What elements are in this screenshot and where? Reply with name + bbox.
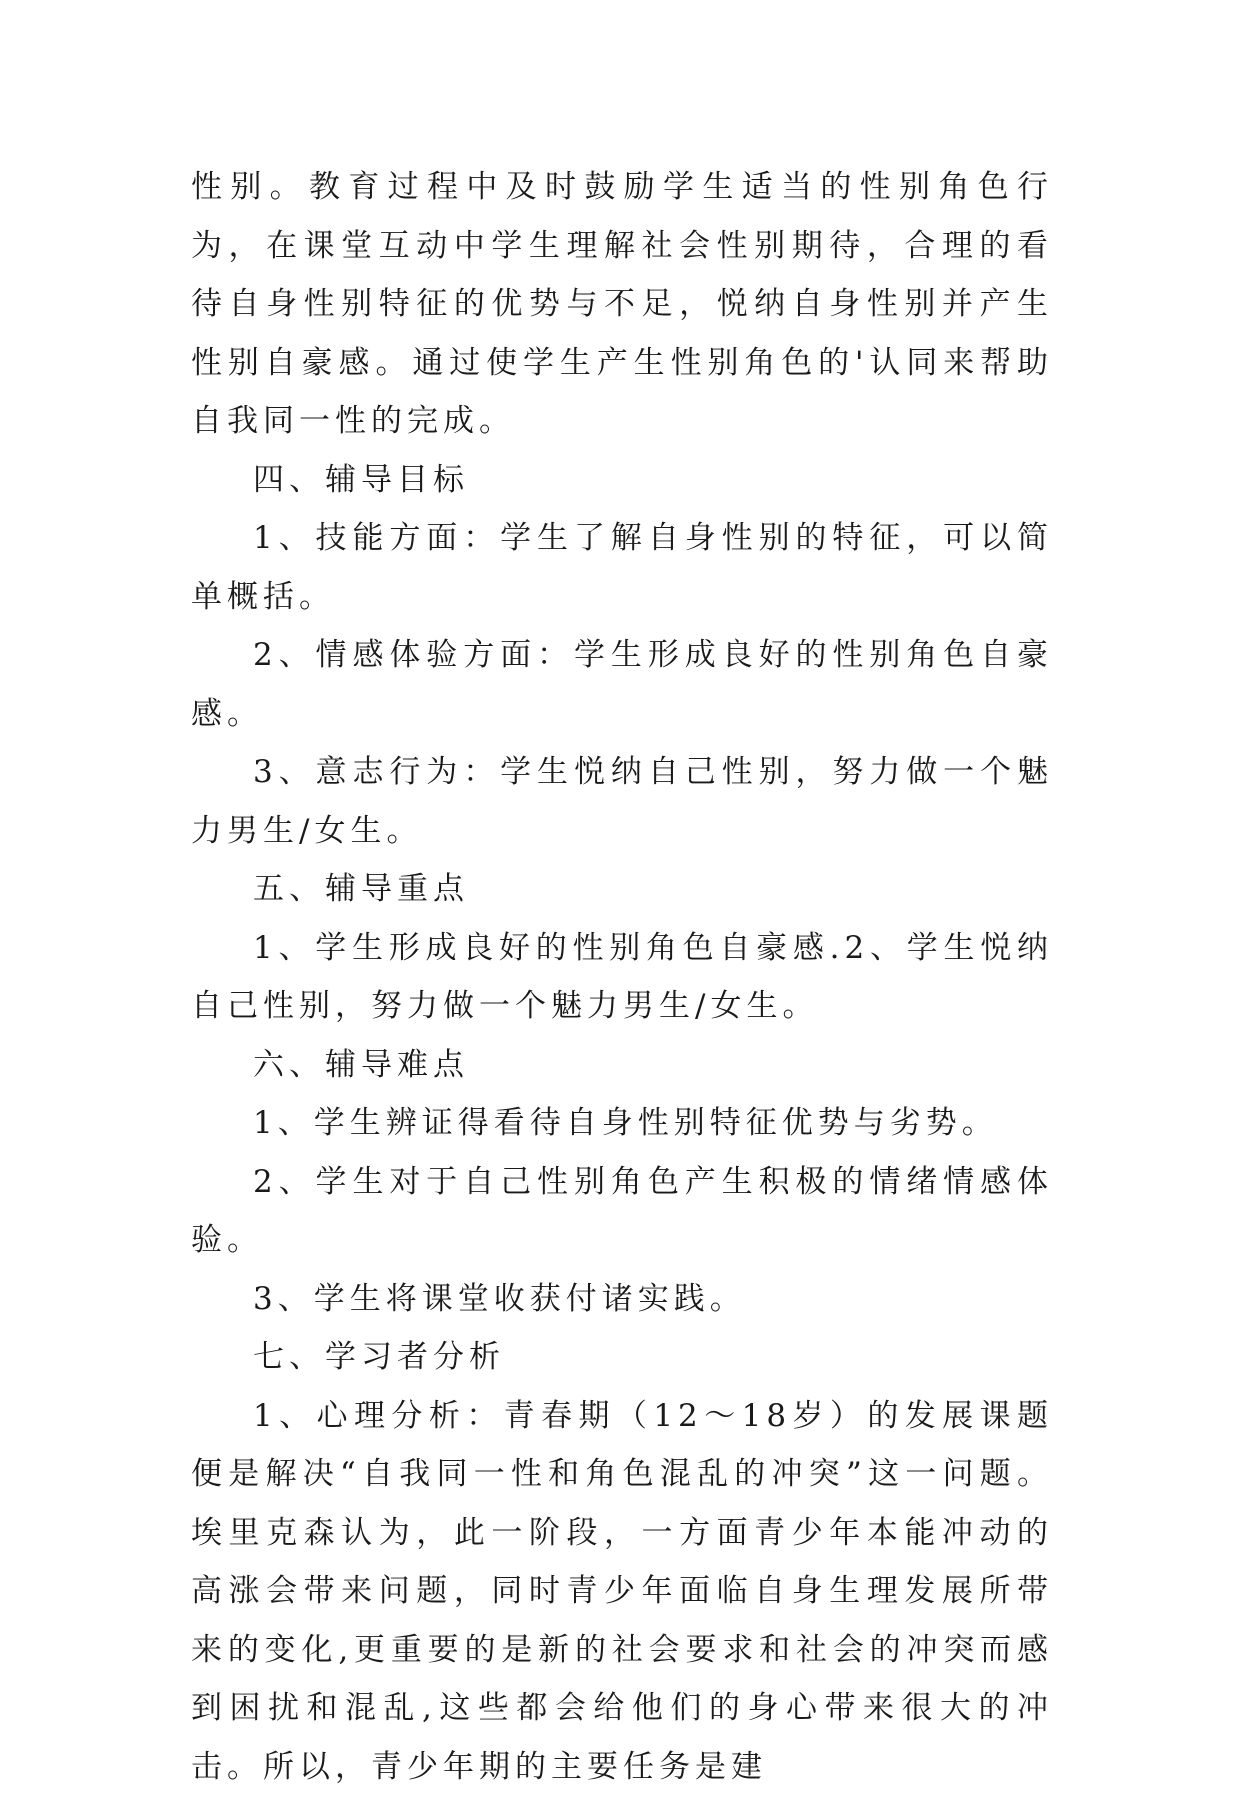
goal-item-will: 3、意志行为：学生悦纳自己性别，努力做一个魅力男生/女生。: [191, 743, 1053, 860]
section-heading-counseling-goals: 四、辅导目标: [191, 451, 1053, 510]
goal-item-skills: 1、技能方面：学生了解自身性别的特征，可以简单概括。: [191, 509, 1053, 626]
section-heading-learner-analysis: 七、学习者分析: [191, 1328, 1053, 1387]
goal-item-emotion: 2、情感体验方面：学生形成良好的性别角色自豪感。: [191, 626, 1053, 743]
difficulty-item-2: 2、学生对于自己性别角色产生积极的情绪情感体验。: [191, 1153, 1053, 1270]
key-point-items: 1、学生形成良好的性别角色自豪感.2、学生悦纳自己性别，努力做一个魅力男生/女生。: [191, 919, 1053, 1036]
learner-analysis-psychology: 1、心理分析：青春期（12～18岁）的发展课题便是解决“自我同一性和角色混乱的冲突”这一问题。埃里克森认为，此一阶段，一方面青少年本能冲动的高涨会带来问题，同时青少年面临自身生理发展所带来的变化,更重要的是新的社会要求和社会的冲突而感到困扰和混乱,这些都会给他们的身心带来很大的冲击。所以，青少年期的主要任务是建: [191, 1387, 1053, 1796]
section-heading-key-points: 五、辅导重点: [191, 860, 1053, 919]
document-page: [191, 158, 1053, 1796]
difficulty-item-3: 3、学生将课堂收获付诸实践。: [191, 1270, 1053, 1329]
difficulty-item-1: 1、学生辨证得看待自身性别特征优势与劣势。: [191, 1094, 1053, 1153]
section-heading-difficulties: 六、辅导难点: [191, 1036, 1053, 1095]
paragraph-continuation: 性别。教育过程中及时鼓励学生适当的性别角色行为，在课堂互动中学生理解社会性别期待，合理的看待自身性别特征的优势与不足，悦纳自身性别并产生性别自豪感。通过使学生产生性别角色的'认同来帮助自我同一性的完成。: [191, 158, 1053, 451]
